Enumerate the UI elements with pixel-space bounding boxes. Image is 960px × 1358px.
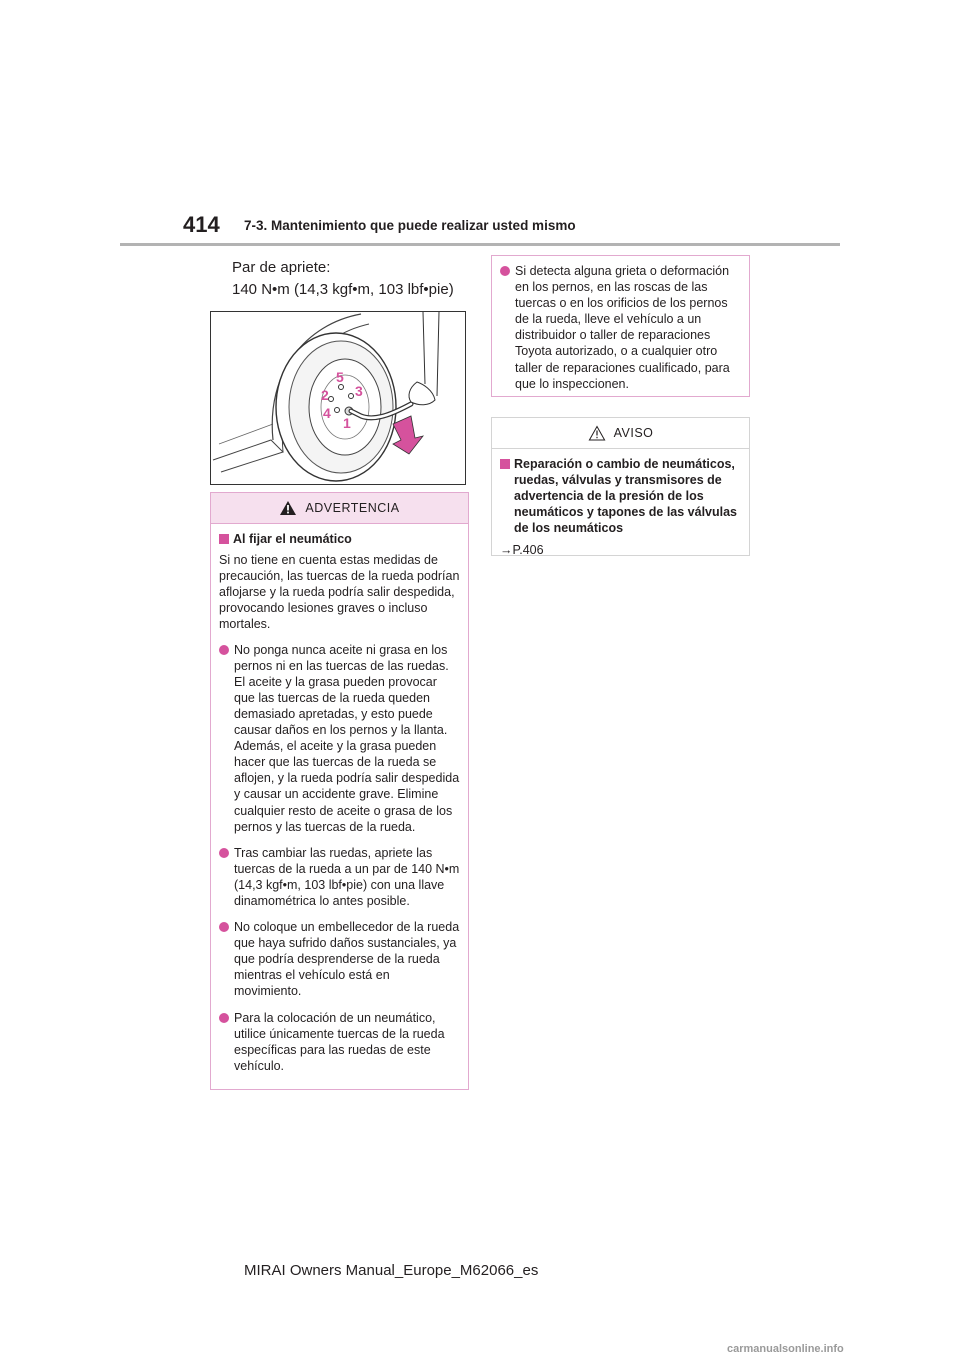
pink-dot-bullet-icon — [219, 1013, 229, 1023]
warning-heading-text: Al fijar el neumático — [233, 532, 352, 546]
tip-bullet — [500, 263, 741, 392]
site-watermark: carmanualsonline.info — [727, 1343, 844, 1355]
caution-heading — [500, 456, 741, 536]
warning-box — [210, 492, 469, 1090]
warning-triangle-icon — [279, 500, 297, 516]
pink-dot-bullet-icon — [219, 645, 229, 655]
nut-label-5: 5 — [336, 369, 344, 385]
page-reference-link[interactable]: →P.406 — [500, 543, 544, 558]
wheel-illustration-svg — [211, 312, 465, 484]
warning-intro: Si no tiene en cuenta estas medidas de precaución, las tuercas de la rueda podrían aflojarse y la rueda podría salir despedida, provocando lesiones graves o incluso mortales. — [219, 553, 460, 632]
nut-label-3: 3 — [355, 383, 363, 399]
caution-heading-text: Reparación o cambio de neumáticos, ruedas, válvulas y transmisores de advertencia de la presión de los neumáticos y tapones de las válvulas de los neumáticos — [514, 457, 738, 536]
header-divider — [120, 243, 840, 246]
torque-label: Par de apriete: — [232, 259, 331, 276]
torque-spec — [232, 257, 454, 301]
section-title: 7-3. Mantenimiento que puede realizar usted mismo — [244, 218, 576, 233]
caution-triangle-icon — [588, 425, 606, 441]
warning-bullet — [219, 845, 460, 909]
caution-box — [491, 417, 750, 556]
pink-square-bullet-icon — [500, 459, 510, 469]
warning-header — [211, 493, 468, 524]
warning-body — [211, 524, 468, 1074]
warning-bullet-text: Tras cambiar las ruedas, apriete las tuercas de la rueda a un par de 140 N•m (14,3 kgf•m, 103 lbf•pie) con una llave dinamométrica lo antes posible. — [234, 845, 460, 908]
caution-header-label: AVISO — [613, 426, 654, 440]
warning-bullet-text: Para la colocación de un neumático, utilice únicamente tuercas de la rueda específicas para las ruedas de este vehículo. — [234, 1010, 445, 1073]
warning-bullet — [219, 1010, 460, 1074]
pink-dot-bullet-icon — [219, 848, 229, 858]
nut-label-2: 2 — [321, 387, 329, 403]
warning-bullet — [219, 642, 460, 835]
pink-dot-bullet-icon — [500, 266, 510, 276]
page-number: 414 — [183, 212, 220, 237]
tip-bullet-text: Si detecta alguna grieta o deformación en los pernos, en las roscas de las tuercas o en los orificios de los pernos de la rueda, lleve el vehículo a un distribuidor o taller de reparaciones Toyota autorizado, o a cualquier otro taller de reparaciones cualificado, para que lo inspeccionen. — [515, 264, 730, 391]
nut-label-1: 1 — [343, 415, 351, 431]
tip-box — [491, 255, 750, 397]
torque-value: 140 N•m (14,3 kgf•m, 103 lbf•pie) — [232, 281, 454, 298]
manual-name-footer: MIRAI Owners Manual_Europe_M62066_es — [244, 1262, 539, 1279]
warning-bullet — [219, 919, 460, 999]
caution-body — [492, 449, 749, 559]
pink-square-bullet-icon — [219, 534, 229, 544]
warning-heading — [219, 531, 460, 547]
caution-header — [492, 418, 749, 449]
tip-body — [492, 256, 749, 392]
pink-dot-bullet-icon — [219, 922, 229, 932]
nut-label-4: 4 — [323, 405, 331, 421]
warning-bullet-text: No ponga nunca aceite ni grasa en los pernos ni en las tuercas de las ruedas. El aceite y la grasa pueden provocar que las tuercas de la rueda queden demasiado apretadas, y esto puede causar daños en los pernos y la llanta. Además, el aceite y la grasa pueden hacer que las tuercas de la rueda se aflojen, y la rueda podría salir despedida y causar un accidente grave. Elimine cualquier resto de aceite o grasa de los pernos y las tuercas de la rueda. — [234, 642, 460, 834]
warning-bullet-text: No coloque un embellecedor de la rueda que haya sufrido daños sustanciales, ya que podría desprenderse de la rueda mientras el vehículo está en movimiento. — [234, 920, 460, 999]
warning-header-label: ADVERTENCIA — [305, 501, 400, 515]
wheel-lug-nut-illustration — [210, 311, 466, 485]
